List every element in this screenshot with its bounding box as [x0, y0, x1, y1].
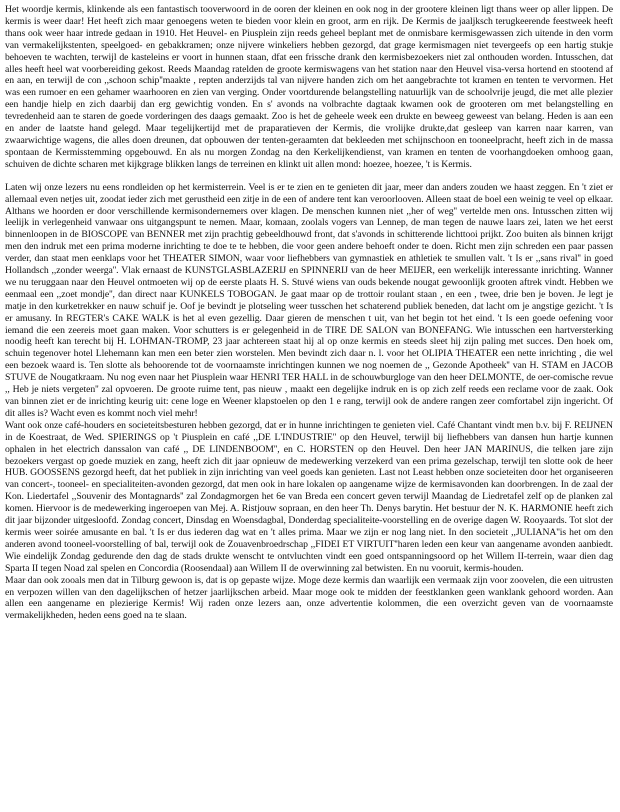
article-paragraph-closing: Maar dan ook zooals men dat in Tilburg gewoon is, dat is op gepaste wijze. Moge deze kermis dan waarlijk een vermaak zijn voor zoovelen, die een uitrusten en verpozen willen van den dagelijkschen of hetzer jaarlijkschen arbeid. Maar moge ook te midden der feestklanken geen wanklank gehoord worden. Aan allen een aangename en plezierige Kermis! Wij raden onze lezers aan, onze advertentie kolommen, die een overzicht geven van de voornaamste vermakelijkheden, heden eens goed na te slaan. [5, 574, 613, 622]
article-paragraph-tour: Laten wij onze lezers nu eens rondleiden op het kermisterrein. Veel is er te zien en te genieten dit jaar, meer dan anders zouden we haast zeggen. En 't ziet er allemaal even netjes uit, zoodat ieder zich met gerustheid een zitje in de een of andere tent kan veroorlooven. Alleen staat de boel een weinig te veel op elkaar. Althans we hoorden er door verschillende kermisondernemers over klagen. De menschen kunnen niet ,,her of weg'' vertelde men ons. Intusschen zitten wij leelijk in verlegenheid vanwaar ons uitgangspunt te nemen. Maar, komaan, zoolals vogers van Lennep, de man tegen de nauwe laars zei, laten we het eerst binnenloopen in de BIOSCOPE van BENNER met zijn prachtig gebeeldhouwd front, dat s'avonds in schitterende lichttooi prijkt. Zoo buiten als binnen krijgt men den indruk met een prima moderne inrichting te doe te te hebben, die voor geen andere behoeft onder te doen. Richt men zijn schreden een paar passen verder, dan staat men eenklaps voor het THEATER SIMON, waar voor liefhebbers van gymnastiek en athletiek te smullen valt. 't Is er ,,sans rival'' in goed Hollandsch ,,zonder weerga''. Vlak ernaast de KUNSTGLASBLAZERIJ en SPINNERIJ van de heer MEIJER, een werkelijk interessante inrichting. Wanner we nu teruggaan naar den Heuvel ontmoeten wij op de eerste plaats H. S. Stuvé wiens van ouds bekende nougat gewoonlijk grooten aftrek vindt. Hebben we eenmaal een ,,zoet mondje'', dan direct naar KUNKELS TOBOGAN. Je gaat maar op de trottoir roulant staan , en een , twee, drie ben je boven. Je legt je matje in den kurketrekker en nauw schuif je. Oof je bevindt je plotseling weer tusschen het schaterend publiek beneden, dat lacht om je angstige gezicht. 't Is er amusany. In REGTER's CAKE WALK is het al even gezellig. Daar gieren de menschen t uit, van het begin tot het eind. 't Is een goede oefening voor iemand die een zeereis moet gaan maken. Voor schutters is er gelegenheid in de TIRE DE SALON van BONEFANG. Wie intusschen een hartversterking noodig heeft kan terecht bij H. LOHMAN-TROMP, 23 jaar achtereen staat hij al op onze kermis en steeds sleet hij zijn paling met succes. Den hoek om, schuin tegenover hotel Llehemann kan men een beter zien worstelen. Men bevindt zich daar n. l. voor het OLIPIA THEATER een nette inrichting , die wel een bezoek waard is. Ten slotte als behoorende tot de voornaamste inrichtingen kunnen we nog noemen de ,, Gezonde Apotheek'' van H. STAM en JACOB STUVE de Nougatkraam. Nu nog even naar het Piusplein waar HENRI TER HALL in de schouwburgloge van den heer DELMONTE, de oer-comische revue ,, Heb je niets vergeten'' zal opvoeren. De groote ruime tent, pas nieuw , maakt een degelijke indruk en is op zich zelf reeds een reclame voor de zaak. Ook van binnen ziet er de inrichting keurig uit: cene loge en Weener klapstoelen op den 1 e rang, terwijl ook de andere rangen zeer comfortabel zijn ingericht. Of dit alles is? Wacht even es kommt noch viel mehr! [5, 181, 613, 419]
newspaper-article [5, 4, 613, 808]
paragraph-gap [5, 171, 613, 182]
article-paragraph-cafes: Want ook onze café-houders en societeitsbesturen hebben gezorgd, dat er in hunne inrichtingen te genieten viel. Café Chantant vindt men b.v. bij F. REIJNEN in de Koestraat, de Wed. SPIERINGS op 't Piusplein en café ,,DE L'INDUSTRIE'' op den Heuvel, terwijl bij liefhebbers van dansen hun hartje kunnen ophalen in het electrich danssalon van café ,, DE LINDENBOOM'', en C. HORSTEN op den Heuvel. Den heer JAN MARINUS, die telken jare zijn bezoekers vergast op goede muziek en zang, heeft zich dit jaar opnieuw de medewerking verzekerd van een prima gezelschap, terwijl ten slotte ook de heer HUB. GOOSSENS gezorgd heeft, dat het publiek in zijn inrichting van veel goeds kan genieten. Last not Least hebben onze societeiten door het organiseeren van concert-, tooneel- en specialiteiten-avonden gezorgd, dat men ook in hare lokalen op aangename wijze de kermisavonden kan doorbrengen. In de zaal der Kon. Liedertafel ,,Souvenir des Montagnards'' zal Zondagmorgen het 6e van Breda een concert geven terwijl Maandag de Liedretafel zelf op de planken zal komen. Hiervoor is de medewerking ingeroepen van Mej. A. Ristjouw sopraan, en den heer Th. Denys barytin. Het bestuur der N. K. HARMONIE heeft zich dit jaar bijzonder uitgesloofd. Zondag concert, Dinsdag en Woensdagbal, Donderdag specialiteite-voorstelling en de overige dagen W. Rooyaards. Tot slot der kermis weer soirée amusante en bal. 't Is er dus iederen dag wat en 't alles prima. Maar we zijn er nog lang niet. In den societeit ,,JULIANA''is het om den anderen avond tooneel-voorstelling of bal, terwijl ook de Zouavenbroedrschap ,,FIDEI ET VIRTUIT''haren leden een keur van aangename avonden aanbiedt. Wie eindelijk Zondag gedurende den dag de stads drukte wenscht te ontvluchten vindt een goed ontspanningsoord op het Willem II-terrein, waar dien dag Sparta II tegen Noad zal spelen en Concordia (Roosendaal) aan Willem II de overwinning zal betwisten. En nu vooruit, kermis-houden. [5, 419, 613, 574]
article-paragraph-intro: Het woordje kermis, klinkende als een fantastisch tooverwoord in de ooren der kleinen en ook nog in der grootere kleinen ligt thans weer op aller lippen. De kermis is weer daar! Het heeft zich maar genoegens weten te bieden voor klein en groot, arm en rijk. De Kermis de jaaljksch terugkeerende feestweek heeft thans ook weer haar intrede gedaan in 1910. Het Heuvel- en Piusplein zijn reeds geheel beplant met de onmisbare kermisgewassen zich uitende in den vorm van vermakelijkstenten, speelgoed- en gebakkramen; onze nijvere winkeliers hebben gezorgd, dat grage kermismagen niet tevergeefs op een hartig stukje behoeven te wachten, terwijl de kasteleins er voort in hunnen staan, dfat een frissche drank den kermisbezoekers niet zal onthouden worden. Intusschen, dat alles heeft heel wat voorbereiding gekost. Reeds Maandag ratelden de groote kermiswagens van het station naar den Heuvel visa-versa hortend en stootend af en aan, en terwijl de con ,,schoon schip''maakte , repten anderzijds tal van nijvere handen zich om het aangebrachte tot kramen en tenten te vervormen. Het was een rumoer en een gehamer waarhooren en zien van verging. Onder voortdurende belangstelling natuurlijk van de schoolvrije jeugd, die met alle plezier een handje hielp en zich daarbij dan erg gewichtig vonden. En s' avonds na volbrachte dagtaak kwamen ook de grooteren om met belangstelling en tevredenheid aan te staren de goede vorderingen des daags gemaakt. Zoo is het de geheele week een drukte en beweeg geweest van belang. Heden is aan een en ander de laatste hand gelegd. Maar tegelijkertijd met de praparatieven der Kermis, die vrolijke drukte,dat gesleep van karren naar karren, van zwaarwichtige wagens, die alles doen dreunen, dat opbouwen der tenten-geraamten dat bekleeden met schijnschoon en tooneelpracht, heeft zich in de massa spontaan de Kermisstemming opgebouwd. En als nu morgen Zondag na den Kerkelijkendienst, van kramen en tenten de voorhangdoeken omhoog gaan, schuiven de dichte scharen met kijkgrage blikken langs de terreinen en klinkt uit allen mond: hoezee, hoezee, 't is Kermis. [5, 4, 613, 170]
